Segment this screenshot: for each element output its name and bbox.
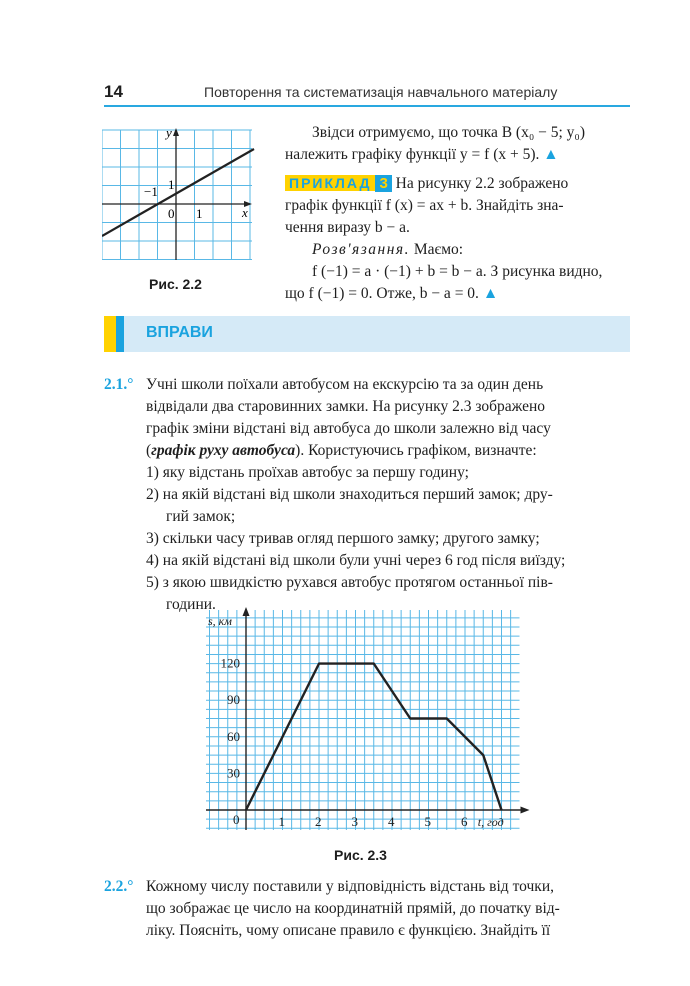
example-number: 3 (375, 175, 391, 192)
item-1: 1) яку відстань проїхав автобус за першу годину; (146, 464, 469, 481)
fig22-label-minus1: −1 (144, 184, 158, 199)
end-triangle-icon-2: ▲ (482, 285, 499, 302)
header-rule (104, 105, 630, 107)
italic-term: графік руху автобуса (151, 442, 296, 459)
section-marker-blue (116, 316, 124, 352)
item-4: 4) на якій відстані від школи були учні через 6 год після виїзду; (146, 552, 566, 569)
y-tick-label: 60 (227, 728, 240, 744)
origin-label: 0 (233, 812, 240, 827)
example-label: ПРИКЛАД (285, 175, 375, 191)
fig22-label-1y: 1 (168, 177, 175, 192)
section-title: ВПРАВИ (146, 324, 213, 341)
end-triangle-icon: ▲ (543, 146, 559, 163)
item-5: 5) з якою швидкістю рухався автобус протягом останньої пів- (146, 574, 553, 591)
y-tick-label: 90 (227, 692, 240, 708)
x-tick-label: 3 (351, 814, 358, 829)
figure-2-2-caption: Рис. 2.2 (149, 276, 202, 292)
fig22-grid (102, 130, 252, 260)
exercise-number-2-2: 2.2.° (104, 878, 134, 895)
figure-2-2 (102, 125, 262, 265)
fig22-label-1x: 1 (196, 206, 203, 221)
x-tick-label: 5 (424, 814, 431, 829)
example-line-2: графік функції f (x) = ax + b. Знайдіть зна- (285, 197, 564, 214)
figure-2-3-chart (200, 605, 530, 840)
y-tick-label: 30 (227, 765, 240, 781)
item-2: 2) на якій відстані від школи знаходиться перший замок; дру- (146, 486, 553, 503)
top-text-block (285, 122, 630, 305)
y-tick-label: 120 (220, 655, 240, 671)
line-2: належить графіку функції y = f (x + 5). ▲ (285, 146, 559, 163)
x-tick-label: 4 (388, 814, 395, 829)
section-marker-yellow (104, 316, 116, 352)
item-3: 3) скільки часу тривав огляд першого замку; другого замку; (146, 530, 540, 547)
ex21-para: 2.1.° Учні школи поїхали автобусом на екскурсію та за один день відвідали два старовинних замки. На рисунку 2.3 зображено графік зміни відстані від автобуса до школи залежно від часу (графік руху автобуса). Користуючись графіком, визначте: 1) яку відстань проїхав автобус за першу годину; 2) на якій відстані від школи знаходиться перший замок; дру- гий замок; 3) скільки часу тривав огляд першого замку; другого замку; 4) на якій відстані від школи були учні через 6 год після виїзду; 5) з якою швидкістю рухався автобус протягом останньої пів- години. (104, 374, 630, 616)
x-axis-arrow (521, 807, 530, 814)
example-line-1: ПРИКЛАД 3 На рисунку 2.2 зображено (285, 172, 630, 195)
x-tick-label: 1 (278, 814, 285, 829)
fig22-label-0: 0 (168, 206, 175, 221)
x-axis-title: t, год (477, 815, 504, 829)
solution-line: Розв'язання. Маємо: (312, 241, 464, 258)
exercise-2-2: 2.2.° Кожному числу поставили у відповідність відстань від точки, що зображає це число на координатній прямій, до початку від- ліку. Поясніть, чому описане правило є функцією. Знайдіть її (104, 878, 560, 939)
example-line-3: чення виразу b − a. (285, 219, 410, 236)
fig22-x-label: x (242, 205, 248, 220)
running-header: Повторення та систематизація навчального матеріалу (204, 84, 558, 100)
line-1: Звідси отримуємо, що точка B (x₀ − 5; y₀) (312, 124, 585, 141)
fig22-y-arrow (173, 128, 179, 136)
exercise-number: 2.1.° (104, 376, 134, 393)
solution-label: Розв'язання. (312, 241, 411, 258)
x-tick-label: 6 (461, 814, 468, 829)
solution-line-1: f (−1) = a · (−1) + b = b − a. З рисунка видно, (312, 263, 603, 280)
fig22-y-label: y (166, 125, 172, 140)
solution-line-2: що f (−1) = 0. Отже, b − a = 0. ▲ (285, 285, 499, 302)
x-tick-label: 2 (315, 814, 322, 829)
y-axis-title: s, км (208, 614, 232, 628)
y-axis-arrow (243, 607, 250, 616)
exercise-2-1 (104, 374, 630, 616)
page-number: 14 (104, 82, 123, 101)
figure-2-3-caption: Рис. 2.3 (334, 847, 387, 863)
